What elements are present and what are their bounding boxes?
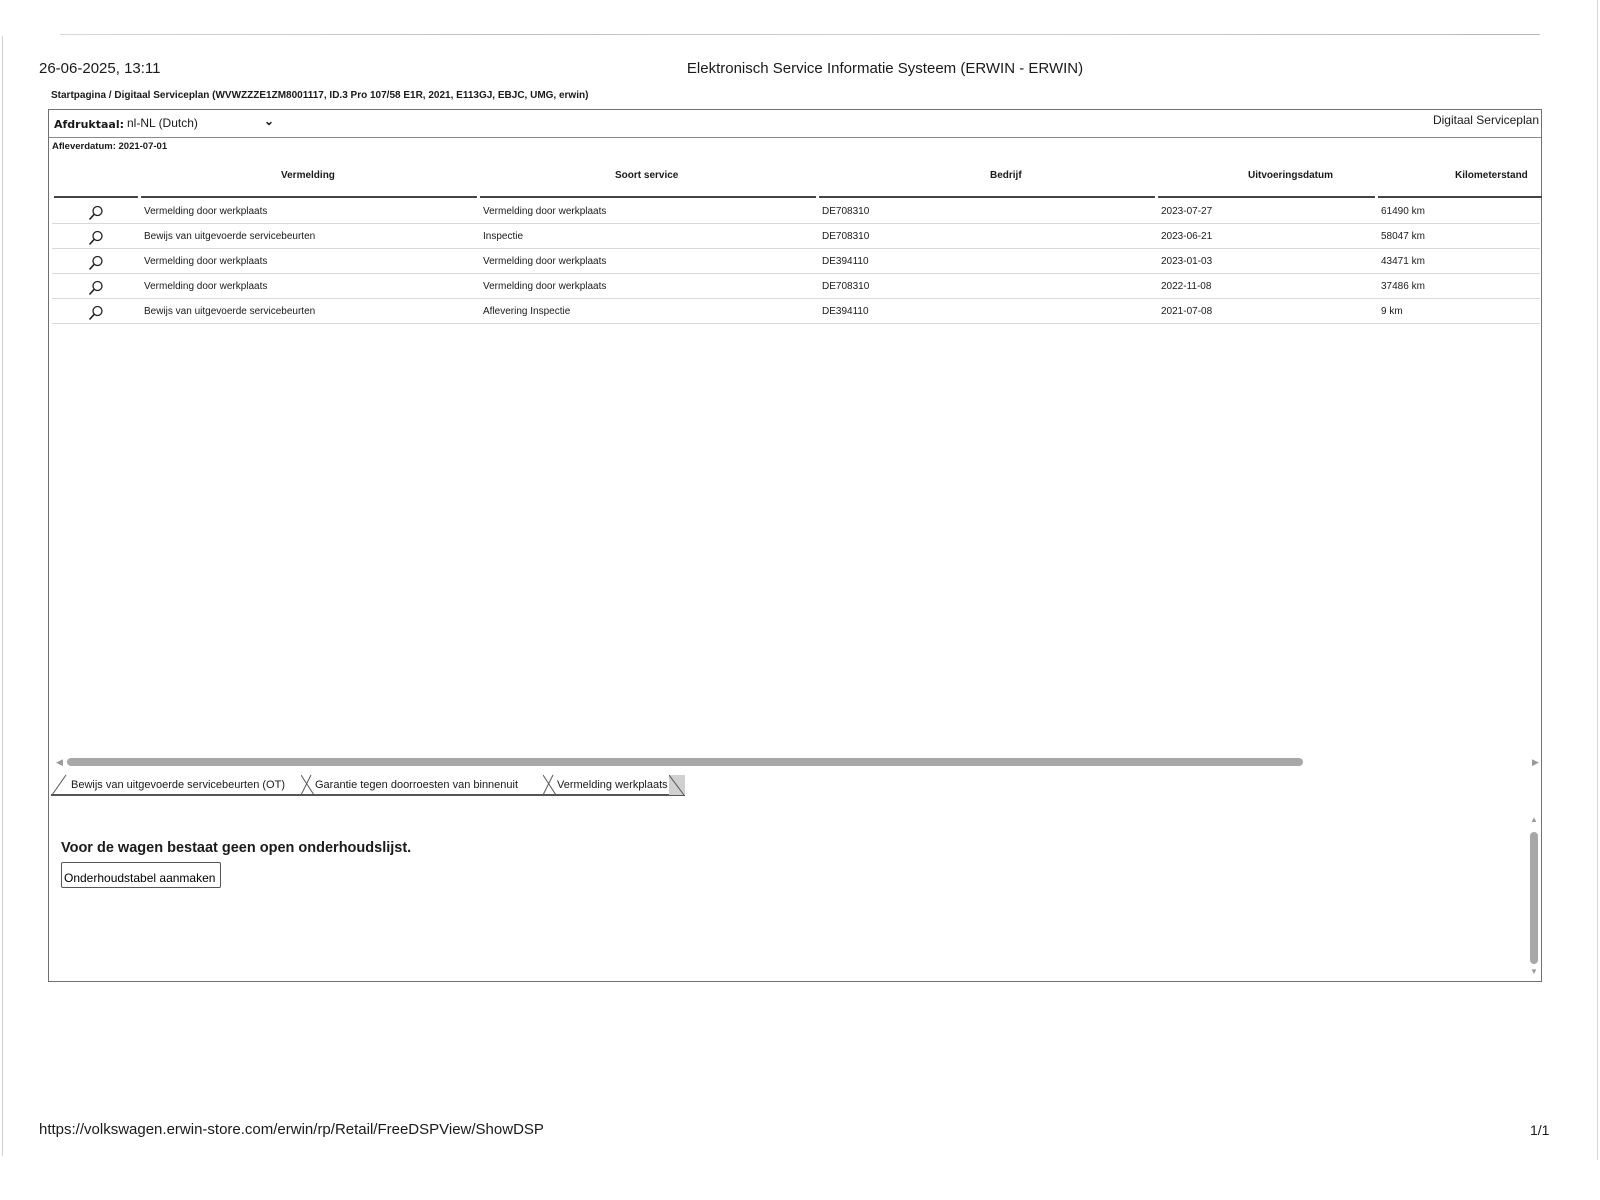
table-row[interactable] bbox=[52, 299, 1540, 324]
cell-service-type: Vermelding door werkplaats bbox=[483, 256, 607, 267]
cell-mileage: 43471 km bbox=[1381, 256, 1425, 267]
magnifier-icon[interactable] bbox=[87, 229, 105, 247]
cell-date: 2022-11-08 bbox=[1161, 281, 1212, 292]
print-datetime: 26-06-2025, 13:11 bbox=[39, 60, 161, 77]
cell-date: 2021-07-08 bbox=[1161, 306, 1213, 317]
maintenance-notice: Voor de wagen bestaat geen open onderhoudslijst. bbox=[61, 840, 412, 856]
tab-edge-icon bbox=[669, 774, 687, 796]
cell-service-type: Aflevering Inspectie bbox=[483, 306, 571, 317]
vertical-scroll-thumb[interactable] bbox=[1530, 832, 1538, 964]
cell-entry: Vermelding door werkplaats bbox=[144, 256, 268, 267]
horizontal-scroll-thumb[interactable] bbox=[67, 758, 1303, 766]
cell-service-type: Inspectie bbox=[483, 231, 524, 242]
tab-label: Bewijs van uitgevoerde servicebeurten (OT) bbox=[71, 779, 285, 791]
cell-date: 2023-06-21 bbox=[1161, 231, 1213, 242]
tab-bar bbox=[49, 774, 689, 796]
tab-service-proof[interactable] bbox=[51, 774, 301, 796]
scroll-left-icon[interactable]: ◀ bbox=[56, 757, 63, 767]
table-row[interactable] bbox=[52, 224, 1540, 249]
cell-entry: Bewijs van uitgevoerde servicebeurten bbox=[144, 306, 316, 317]
table-row[interactable] bbox=[52, 274, 1540, 299]
tab-workshop-entry[interactable] bbox=[543, 774, 685, 796]
cell-company: DE394110 bbox=[822, 306, 869, 317]
chevron-down-icon: ⌄ bbox=[264, 114, 275, 128]
magnifier-icon[interactable] bbox=[87, 279, 105, 297]
print-page-number: 1/1 bbox=[1530, 1122, 1550, 1138]
tab-edge-icon bbox=[543, 774, 557, 796]
vertical-scrollbar[interactable] bbox=[1527, 815, 1541, 980]
column-header-company[interactable]: Bedrijf bbox=[990, 170, 1022, 181]
print-system-title: Elektronisch Service Informatie Systeem (ERWIN - ERWIN) bbox=[686, 60, 1084, 77]
scan-edge-left bbox=[2, 36, 3, 1156]
cell-date: 2023-07-27 bbox=[1161, 206, 1213, 217]
cell-entry: Bewijs van uitgevoerde servicebeurten bbox=[144, 231, 316, 242]
language-row bbox=[49, 110, 1541, 138]
column-header-service-type[interactable]: Soort service bbox=[615, 170, 679, 181]
scan-edge-top bbox=[60, 34, 1540, 35]
language-select-value: nl-NL (Dutch) bbox=[127, 116, 198, 130]
column-header-entry[interactable]: Vermelding bbox=[281, 170, 335, 181]
cell-service-type: Vermelding door werkplaats bbox=[483, 206, 607, 217]
magnifier-icon[interactable] bbox=[87, 204, 105, 222]
cell-company: DE708310 bbox=[822, 206, 870, 217]
cell-date: 2023-01-03 bbox=[1161, 256, 1213, 267]
cell-service-type: Vermelding door werkplaats bbox=[483, 281, 607, 292]
cell-mileage: 37486 km bbox=[1381, 281, 1425, 292]
tab-label: Vermelding werkplaats bbox=[557, 779, 668, 791]
cell-company: DE708310 bbox=[822, 281, 870, 292]
table-row[interactable] bbox=[52, 199, 1540, 224]
column-header-date[interactable]: Uitvoeringsdatum bbox=[1248, 170, 1334, 181]
cell-mileage: 58047 km bbox=[1381, 231, 1425, 242]
service-plan-frame bbox=[48, 109, 1542, 982]
print-footer-url: https://volkswagen.erwin-store.com/erwin/rp/Retail/FreeDSPView/ShowDSP bbox=[39, 1121, 544, 1138]
horizontal-scrollbar[interactable] bbox=[54, 755, 1538, 769]
magnifier-icon[interactable] bbox=[87, 304, 105, 322]
magnifier-icon[interactable] bbox=[87, 254, 105, 272]
tab-edge-icon bbox=[51, 774, 67, 796]
cell-company: DE394110 bbox=[822, 256, 869, 267]
language-select[interactable] bbox=[127, 116, 277, 132]
cell-entry: Vermelding door werkplaats bbox=[144, 281, 268, 292]
document-label: Digitaal Serviceplan bbox=[1432, 113, 1539, 127]
scroll-right-icon[interactable]: ▶ bbox=[1532, 757, 1539, 767]
tab-edge-icon bbox=[301, 774, 315, 796]
scroll-up-icon[interactable]: ▲ bbox=[1530, 815, 1538, 824]
header-divider bbox=[54, 196, 1542, 198]
tab-label: Garantie tegen doorroesten van binnenuit bbox=[315, 779, 519, 791]
cell-mileage: 9 km bbox=[1381, 306, 1403, 317]
create-maintenance-table-button[interactable]: Onderhoudstabel aanmaken bbox=[61, 862, 221, 888]
delivery-date: Afleverdatum: 2021-07-01 bbox=[52, 141, 168, 152]
cell-mileage: 61490 km bbox=[1381, 206, 1425, 217]
scan-edge-right bbox=[1597, 0, 1598, 1160]
cell-entry: Vermelding door werkplaats bbox=[144, 206, 268, 217]
table-row[interactable] bbox=[52, 249, 1540, 274]
tab-rust-warranty[interactable] bbox=[301, 774, 543, 796]
breadcrumb[interactable]: Startpagina / Digitaal Serviceplan (WVWZZZE1ZM8001117, ID.3 Pro 107/58 E1R, 2021, E113GJ, EBJC, UMG, erwin) bbox=[51, 90, 589, 101]
scroll-down-icon[interactable]: ▼ bbox=[1530, 967, 1538, 976]
language-label: Afdruktaal: bbox=[54, 118, 125, 131]
column-header-mileage[interactable]: Kilometerstand bbox=[1455, 170, 1528, 181]
cell-company: DE708310 bbox=[822, 231, 870, 242]
